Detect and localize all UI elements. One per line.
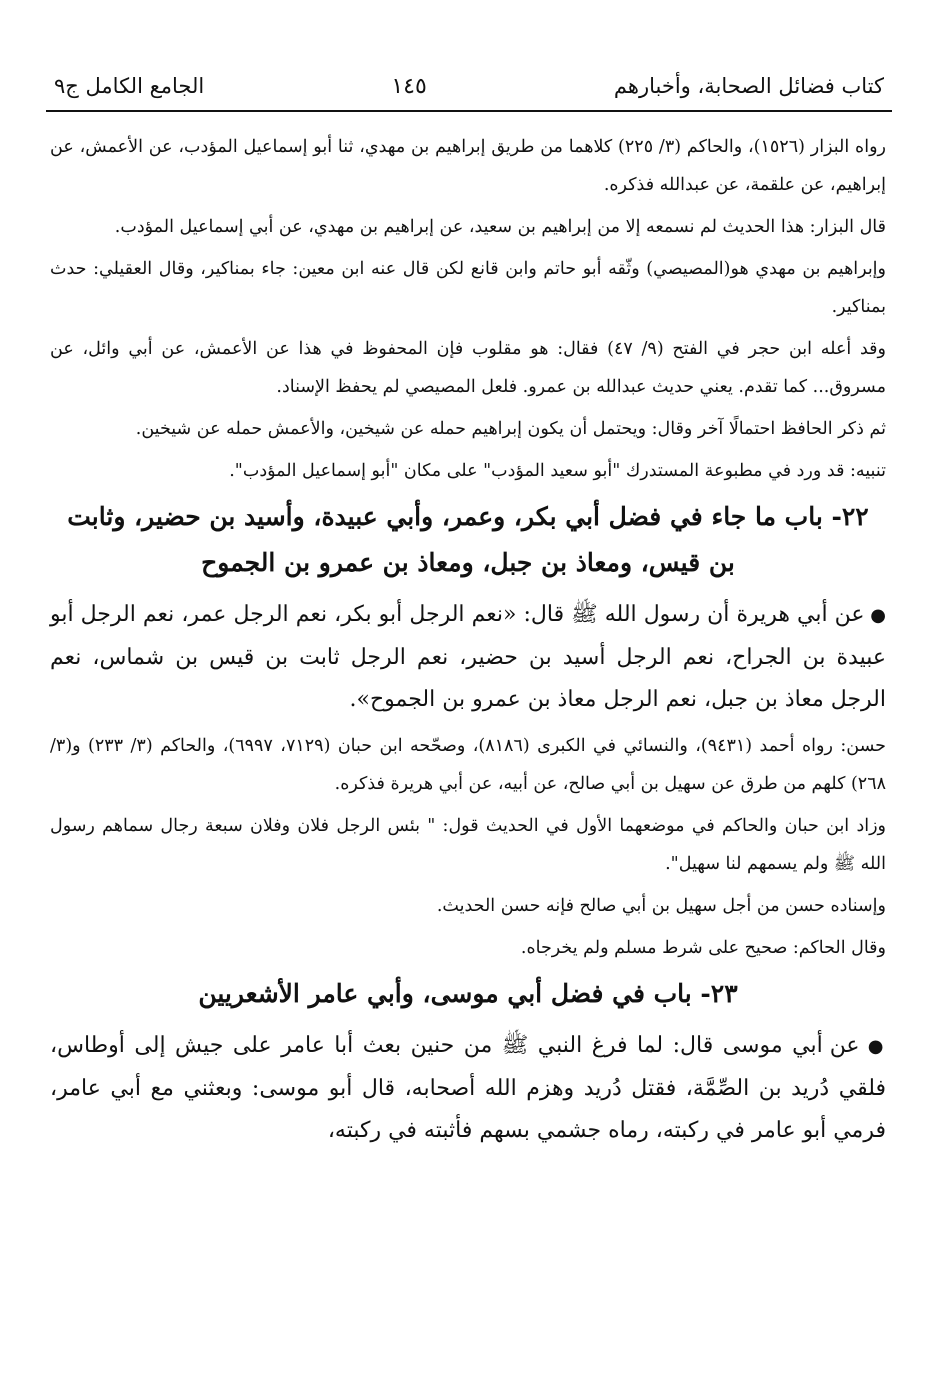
page-body (50, 128, 886, 1158)
hadith-text: ● عن أبي موسى قال: لما فرغ النبي ﷺ من حنين بعث أبا عامر على جيش إلى أوطاس، فلقي دُريد بن الصِّمَّة، فقتل دُريد وهزم الله أصحابه، قال أبو موسى: وبعثني مع أبي عامر، فرمي أبو عامر في ركبته، رماه جشمي بسهم فأثبته في ركبته، (50, 1025, 886, 1152)
chapter-title: كتاب فضائل الصحابة، وأخبارهم (613, 74, 884, 98)
page-header (46, 66, 892, 112)
section-heading: ٢٢- باب ما جاء في فضل أبي بكر، وعمر، وأبي عبيدة، وأسيد بن حضير، وثابت بن قيس، ومعاذ بن جبل، ومعاذ بن عمرو بن الجموح (67, 502, 869, 577)
page-number: ١٤٥ (391, 73, 427, 99)
note-paragraph: وقد أعله ابن حجر في الفتح (٩/ ٤٧) فقال: هو مقلوب فإن المحفوظ في هذا عن الأعمش، عن أبي وائل، عن مسروق... كما تقدم. يعني حديث عبدالله بن عمرو. فلعل المصيصي لم يحفظ الإسناد. (50, 339, 886, 397)
note-paragraph: حسن: رواه أحمد (٩٤٣١)، والنسائي في الكبرى (٨١٨٦)، وصحّحه ابن حبان (٧١٢٩، ٦٩٩٧)، والحاكم (٣/ ٢٣٣) و(٣/ ٢٦٨) كلهم من طرق عن سهيل بن أبي صالح، عن أبيه، عن أبي هريرة فذكره. (50, 736, 886, 794)
note-paragraph: رواه البزار (١٥٢٦)، والحاكم (٣/ ٢٢٥) كلاهما من طريق إبراهيم بن مهدي، ثنا أبو إسماعيل المؤدب، عن الأعمش، عن إبراهيم، عن علقمة، عن عبدالله فذكره. (50, 137, 886, 195)
hadith-text: ● عن أبي هريرة أن رسول الله ﷺ قال: «نعم الرجل أبو بكر، نعم الرجل عمر، نعم الرجل أبو عبيدة بن الجراح، نعم الرجل أسيد بن حضير، نعم الرجل ثابت بن قيس بن شماس، نعم الرجل معاذ بن جبل، نعم الرجل معاذ بن عمرو بن الجموح». (50, 594, 886, 721)
note-paragraph: قال البزار: هذا الحديث لم نسمعه إلا من إبراهيم بن سعيد، عن إبراهيم بن مهدي، عن أبي إسماعيل المؤدب. (114, 217, 886, 237)
note-paragraph: وإسناده حسن من أجل سهيل بن أبي صالح فإنه حسن الحديث. (436, 896, 886, 916)
book-title: الجامع الكامل ج٩ (54, 74, 205, 98)
section-heading: ٢٣- باب في فضل أبي موسى، وأبي عامر الأشعريين (198, 979, 738, 1008)
note-paragraph: تنبيه: قد ورد في مطبوعة المستدرك "أبو سعيد المؤدب" على مكان "أبو إسماعيل المؤدب". (229, 461, 886, 481)
note-paragraph: وزاد ابن حبان والحاكم في موضعهما الأول في الحديث قول: " بئس الرجل فلان وفلان سبعة رجال سماهم رسول الله ﷺ ولم يسمهم لنا سهيل". (50, 816, 886, 874)
note-paragraph: وإبراهيم بن مهدي هو(المصيصي) وثّقه أبو حاتم وابن قانع لكن قال عنه ابن معين: جاء بمناكير، وقال العقيلي: حدث بمناكير. (50, 259, 886, 317)
note-paragraph: وقال الحاكم: صحيح على شرط مسلم ولم يخرجاه. (520, 938, 886, 958)
note-paragraph: ثم ذكر الحافظ احتمالًا آخر وقال: ويحتمل أن يكون إبراهيم حمله عن شيخين، والأعمش حمله عن شيخين. (135, 419, 886, 439)
